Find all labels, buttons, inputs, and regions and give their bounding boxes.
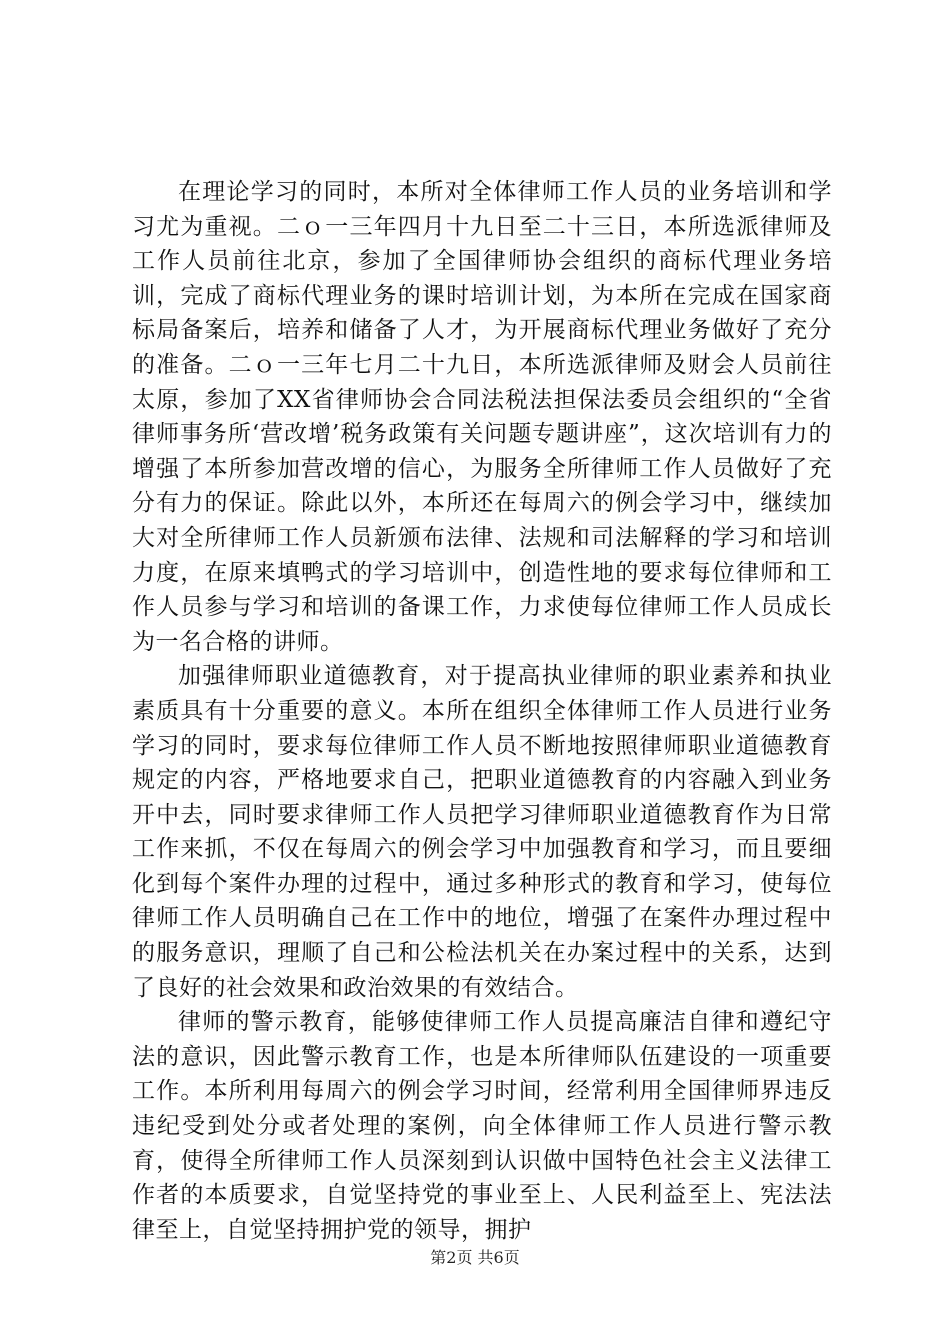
page-number-footer: 第2页 共6页	[430, 1248, 520, 1267]
paragraph-training: 在理论学习的同时，本所对全体律师工作人员的业务培训和学习尤为重视。二ｏ一三年四月十九日至二十三日，本所选派律师及工作人员前往北京，参加了全国律师协会组织的商标代理业务培训，完成了商标代理业务的课时培训计划，为本所在完成在国家商标局备案后，培养和储备了人才，为开展商标代理业务做好了充分的准备。二ｏ一三年七月二十九日，本所选派律师及财会人员前往太原，参加了XX省律师协会合同法税法担保法委员会组织的“全省律师事务所‘营改增’税务政策有关问题专题讲座”，这次培训有力的增强了本所参加营改增的信心，为服务全所律师工作人员做好了充分有力的保证。除此以外，本所还在每周六的例会学习中，继续加大对全所律师工作人员新颁布法律、法规和司法解释的学习和培训力度，在原来填鸭式的学习培训中，创造性地的要求每位律师和工作人员参与学习和培训的备课工作，力求使每位律师工作人员成长为一名合格的讲师。	[132, 179, 832, 655]
paragraph-warning: 律师的警示教育，能够使律师工作人员提高廉洁自律和遵纪守法的意识，因此警示教育工作，也是本所律师队伍建设的一项重要工作。本所利用每周六的例会学习时间，经常利用全国律师界违反违纪受到处分或者处理的案例，向全体律师工作人员进行警示教育，使得全所律师工作人员深刻到认识做中国特色社会主义法律工作者的本质要求，自觉坚持党的事业至上、人民利益至上、宪法法律至上，自觉坚持拥护党的领导，拥护	[132, 1009, 832, 1243]
document-body	[132, 175, 832, 1247]
paragraph-ethics: 加强律师职业道德教育，对于提高执业律师的职业素养和执业素质具有十分重要的意义。本所在组织全体律师工作人员进行业务学习的同时，要求每位律师工作人员不断地按照律师职业道德教育规定的内容，严格地要求自己，把职业道德教育的内容融入到业务开中去，同时要求律师工作人员把学习律师职业道德教育作为日常工作来抓，不仅在每周六的例会学习中加强教育和学习，而且要细化到每个案件办理的过程中，通过多种形式的教育和学习，使每位律师工作人员明确自己在工作中的地位，增强了在案件办理过程中的服务意识，理顺了自己和公检法机关在办案过程中的关系，达到了良好的社会效果和政治效果的有效结合。	[132, 663, 832, 1001]
